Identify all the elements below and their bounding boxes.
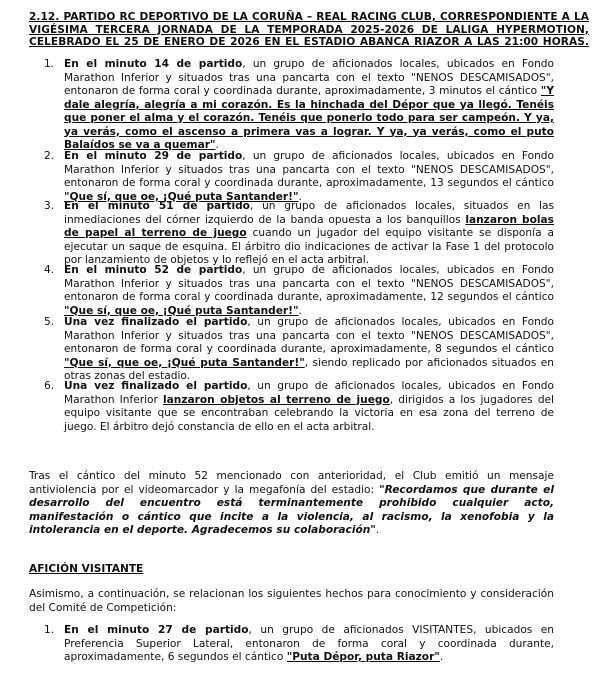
- item-quote: "Y dale alegría, alegría a mi corazón. Es la hinchada del Dépor que ya llegó. Tenéis que poner el alma y el corazón. Tenéis que ponerlo todo para ser campeón. Y ya, ya verás, como el ascenso a primera vas a lograr. Y ya, ya verás, como el puto Balaídos se va a quemar": [64, 85, 554, 151]
- item-tail: .: [215, 139, 219, 151]
- item-tail: .: [298, 190, 302, 203]
- item-text: , un grupo de aficionados locales, ubicados en Fondo Marathon Inferior: [64, 380, 554, 406]
- item-body: [64, 624, 554, 665]
- item-text: , un grupo de aficionados locales, situados en las inmediaciones del córner izquierdo de la banda opuesta a los banquillos: [64, 200, 554, 226]
- item-body: [64, 264, 554, 318]
- item-tail: , siendo replicado por aficionados situados en otras zonas del estadio.: [64, 356, 554, 382]
- item-tail: cuando un jugador del equipo visitante se disponía a ejecutar un saque de esquina. El árbitro dio indicaciones de activar la Fase 1 del protocolo por lanzamiento de objetos y lo reflejó en el acta arbitral.: [64, 227, 554, 266]
- item-quote: lanzaron objetos al terreno de juego: [163, 393, 390, 406]
- message-paragraph: [29, 470, 554, 538]
- visitor-section-title: AFICIÓN VISITANTE: [29, 563, 144, 575]
- item-lead: En el minuto 27 de partido: [64, 624, 249, 636]
- item-quote: "Puta Dépor, puta Riazor": [286, 651, 440, 663]
- paragraph-tail: .: [375, 524, 380, 536]
- item-tail: .: [439, 651, 444, 663]
- visitor-intro: Asimismo, a continuación, se relacionan los siguientes hechos para conocimiento y consideración del Comité de Competición:: [29, 588, 554, 614]
- paragraph-text: Tras el cántico del minuto 52 mencionado con anterioridad, el Club emitió un mensaje antiviolencia por el videomarcador y la megafonía del estadio:: [29, 470, 554, 496]
- item-number: 5.: [44, 316, 55, 328]
- item-quote: "Que sí, que oe, ¡Qué puta Santander!": [64, 304, 299, 317]
- item-lead: En el minuto 52 de partido: [64, 264, 243, 276]
- item-lead: Una vez finalizado el partido: [64, 316, 248, 328]
- item-body: [64, 200, 554, 268]
- item-body: [64, 58, 554, 153]
- item-text: , un grupo de aficionados locales, ubicados en Fondo Marathon Inferior y situados tras una pancarta con el texto "NENOS DESCAMISADOS", entonaron de forma coral y coordinada durante, aproximadamente, 13 segundos el cántico: [64, 150, 555, 189]
- item-number: 6.: [44, 380, 55, 392]
- section-heading: 2.12. PARTIDO RC DEPORTIVO DE LA CORUÑA – REAL RACING CLUB, CORRESPONDIENTE A LA VIGÉSIMA TERCERA JORNADA DE LA TEMPORADA 2025-2026 DE LALIGA HYPERMOTION, CELEBRADO EL 25 DE ENERO DE 2026 EN EL ESTADIO ABANCA RIAZOR A LAS 21:00 HORAS.: [29, 11, 589, 48]
- item-text: , un grupo de aficionados locales, ubicados en Fondo Marathon Inferior y situados tras una pancarta con el texto "NENOS DESCAMISADOS", entonaron de forma coral y coordinada durante, aproximadamente, 8 segundos el cántico: [64, 316, 554, 355]
- item-number: 4.: [44, 264, 55, 276]
- item-body: [64, 316, 554, 384]
- item-quote: "Que sí, que oe, ¡Qué puta Santander!": [64, 190, 299, 203]
- paragraph-quote: "Recordamos que durante el desarrollo del encuentro está terminantemente prohibido cualquier acto, manifestación o cántico que incite a la violencia, al racismo, la xenofobia y la intolerancia en el deporte. Agradecemos su colaboración": [29, 483, 555, 536]
- item-lead: En el minuto 14 de partido: [64, 58, 243, 70]
- item-quote: "Que sí, que oe, ¡Qué puta Santander!": [64, 356, 305, 369]
- item-text: , un grupo de aficionados locales, ubicados en Fondo Marathon Inferior y situados tras una pancarta con el texto "NENOS DESCAMISADOS", entonaron de forma coral y coordinada durante, aproximadamente, 12 segundos el cántico: [64, 264, 555, 303]
- item-lead: Una vez finalizado el partido: [64, 380, 248, 392]
- item-number: 1.: [44, 624, 55, 636]
- item-body: [64, 380, 554, 434]
- item-text: , un grupo de aficionados locales, ubicados en Fondo Marathon Inferior y situados tras una pancarta con el texto "NENOS DESCAMISADOS", entonaron de forma coral y coordinada durante, aproximadamente, 3 minutos el cántico: [64, 58, 555, 97]
- item-text: , un grupo de aficionados VISITANTES, ubicados en Preferencia Superior Lateral, entonaron de forma coral y coordinada durante, aproximadamente, 6 segundos el cántico: [64, 624, 554, 663]
- item-lead: En el minuto 51 de partido: [64, 200, 250, 212]
- item-tail: .: [298, 304, 302, 317]
- item-number: 1.: [44, 58, 55, 70]
- item-number: 2.: [44, 150, 55, 162]
- item-tail: , dirigidos a los jugadores del equipo visitante que se encontraban celebrando la victoria en esa zona del terreno de juego. El árbitro dejó constancia de ello en el acta arbitral.: [64, 393, 554, 433]
- item-body: [64, 150, 554, 204]
- item-quote: lanzaron bolas de papel al terreno de juego: [64, 213, 554, 239]
- item-lead: En el minuto 29 de partido: [64, 150, 243, 162]
- item-number: 3.: [44, 200, 55, 212]
